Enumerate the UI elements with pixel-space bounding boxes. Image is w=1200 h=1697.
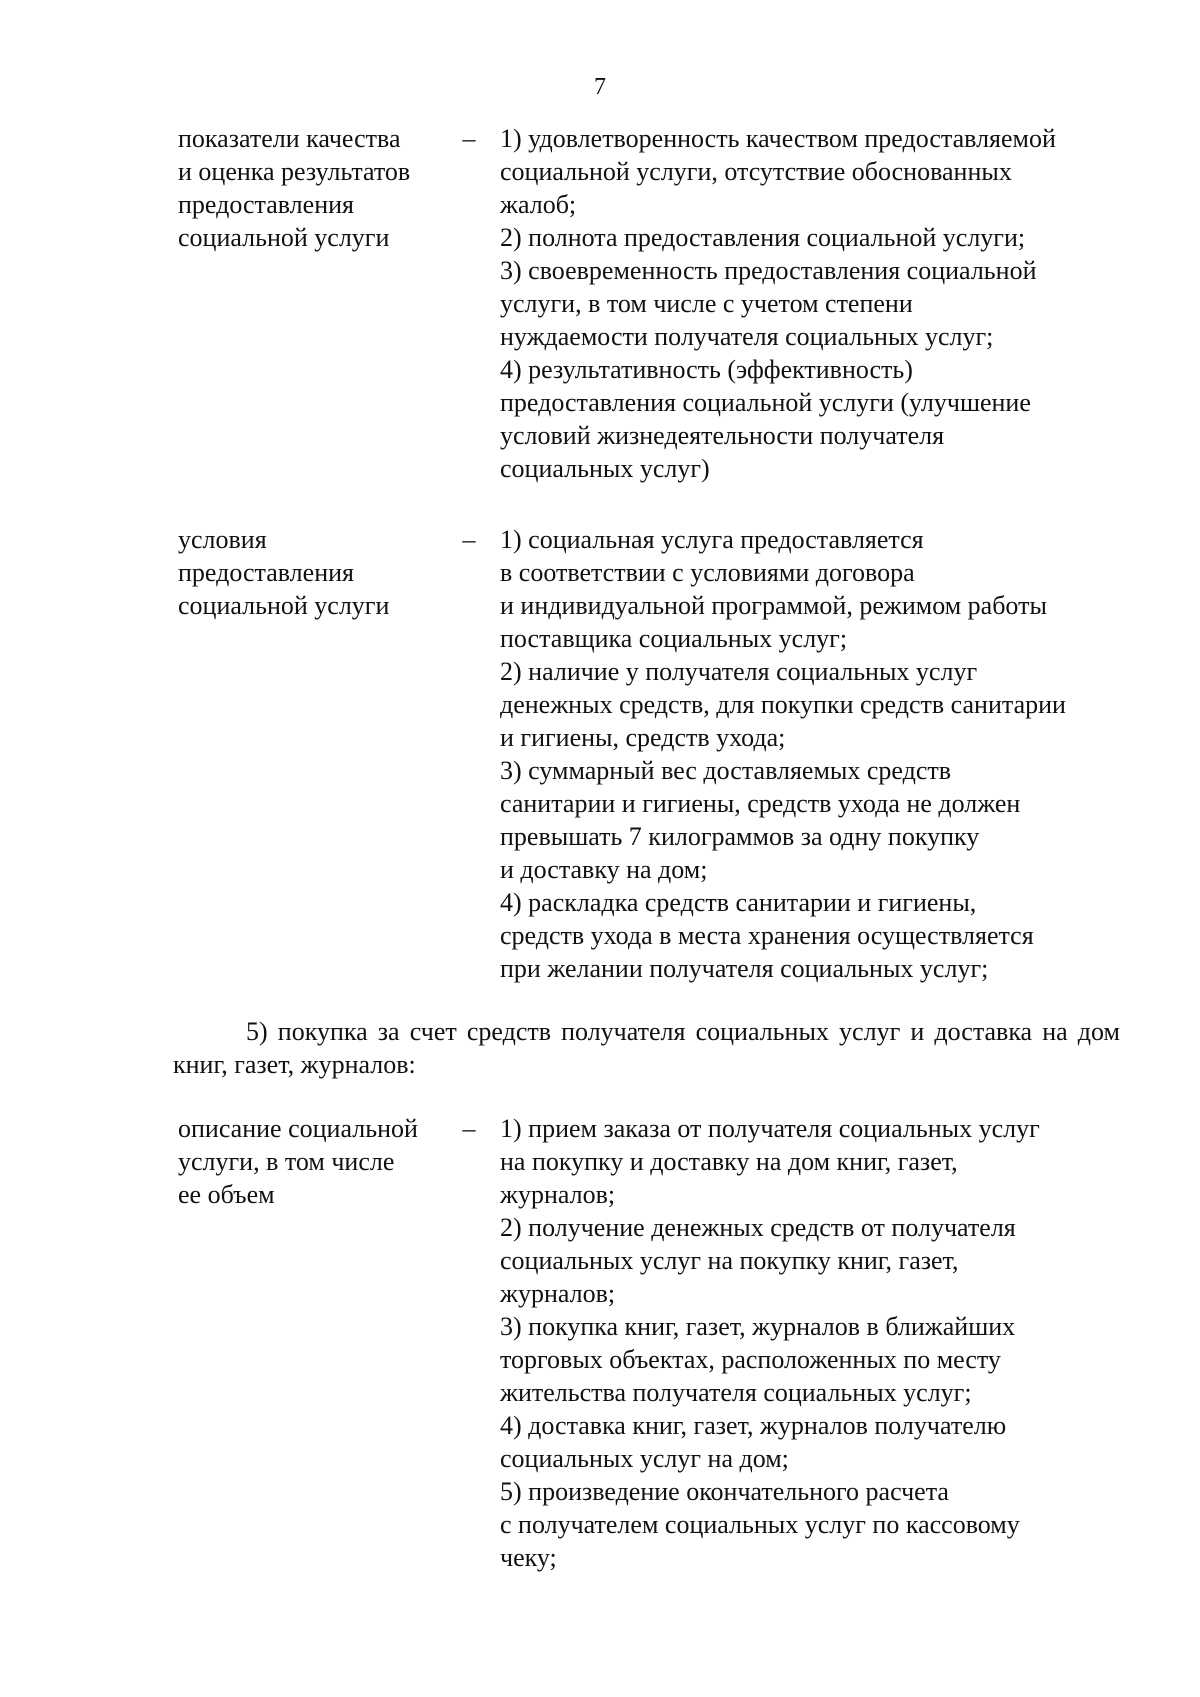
section-items	[500, 523, 1160, 985]
list-item: 3) покупка книг, газет, журналов в ближайших торговых объектах, расположенных по месту жительства получателя социальных услуг;	[500, 1312, 1016, 1407]
section-label: описание социальной услуги, в том числе ее объем	[178, 1114, 418, 1209]
list-item: 1) удовлетворенность качеством предоставляемой социальной услуги, отсутствие обоснованных жалоб;	[500, 124, 1056, 219]
page-number: 7	[594, 74, 606, 100]
section-label: показатели качества и оценка результатов предоставления социальной услуги	[178, 124, 411, 252]
list-item: 1) социальная услуга предоставляется в соответствии с условиями договора и индивидуальной программой, режимом работы поставщика социальных услуг;	[500, 525, 1047, 653]
body-paragraph: 5) покупка за счет средств получателя социальных услуг и доставка на дом книг, газет, журналов:	[173, 1017, 1120, 1079]
list-item: 2) наличие у получателя социальных услуг денежных средств, для покупки средств санитарии и гигиены, средств ухода;	[500, 657, 1066, 752]
list-item: 4) раскладка средств санитарии и гигиены, средств ухода в места хранения осуществляется при желании получателя социальных услуг;	[500, 888, 1034, 983]
section-dash: –	[462, 525, 476, 554]
list-item: 2) получение денежных средств от получателя социальных услуг на покупку книг, газет, журналов;	[500, 1213, 1016, 1308]
section-items	[500, 1112, 1160, 1574]
list-item: 4) доставка книг, газет, журналов получателю социальных услуг на дом;	[500, 1411, 1007, 1473]
list-item: 5) произведение окончательного расчета с получателем социальных услуг по кассовому чеку;	[500, 1477, 1020, 1572]
list-item: 2) полнота предоставления социальной услуги;	[500, 223, 1026, 252]
section-label: условия предоставления социальной услуги	[178, 525, 390, 620]
list-item: 3) суммарный вес доставляемых средств санитарии и гигиены, средств ухода не должен превышать 7 килограммов за одну покупку и доставку на дом;	[500, 756, 1021, 884]
section-dash: –	[462, 1114, 476, 1143]
list-item: 4) результативность (эффективность) предоставления социальной услуги (улучшение условий жизнедеятельности получателя социальных услуг)	[500, 355, 1031, 483]
list-item: 3) своевременность предоставления социальной услуги, в том числе с учетом степени нуждаемости получателя социальных услуг;	[500, 256, 1037, 351]
list-item: 1) прием заказа от получателя социальных услуг на покупку и доставку на дом книг, газет, журналов;	[500, 1114, 1040, 1209]
section-items	[500, 122, 1160, 485]
section-dash: –	[462, 124, 476, 153]
